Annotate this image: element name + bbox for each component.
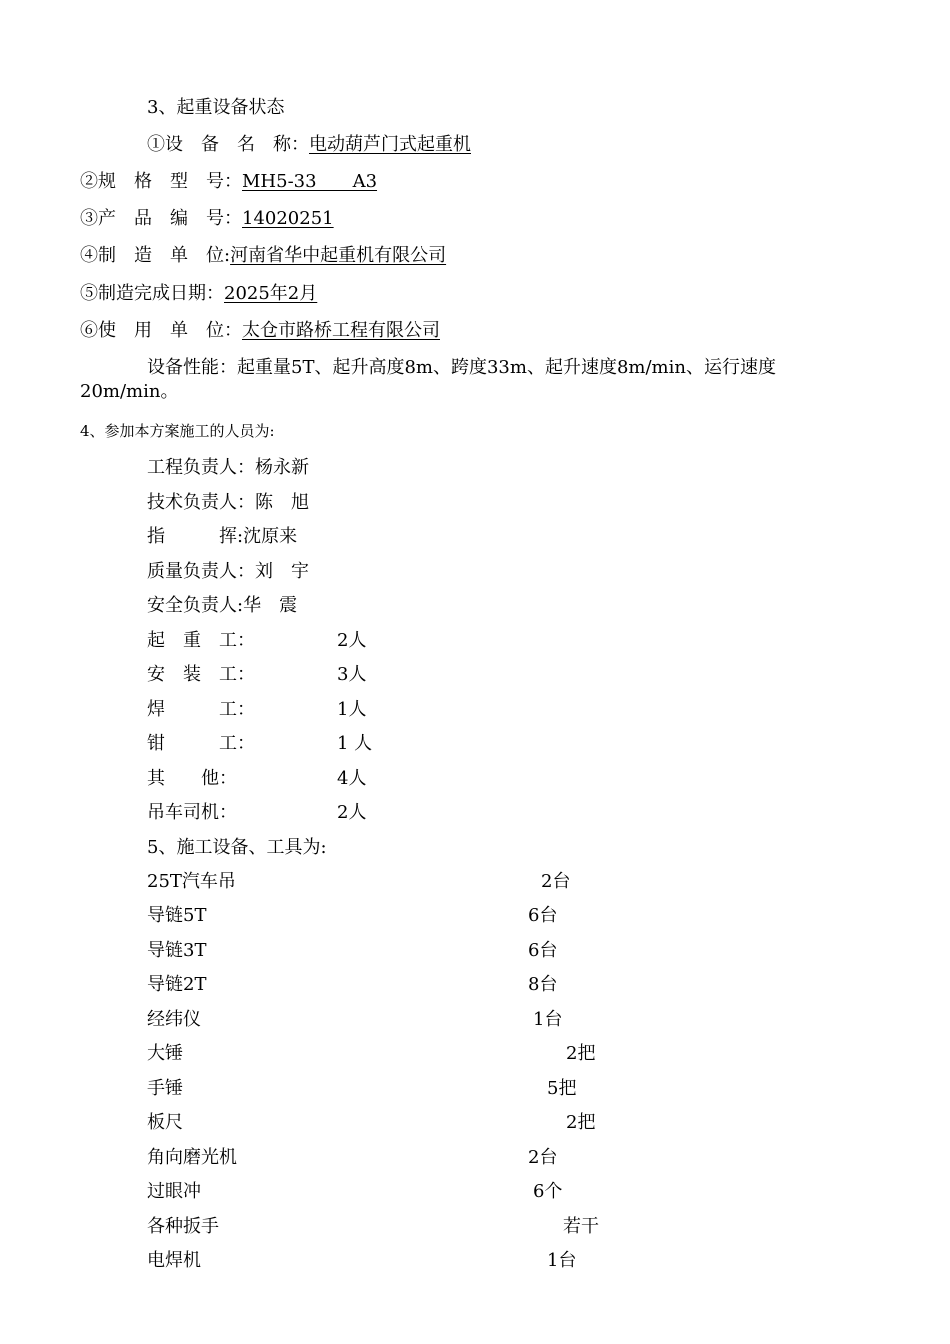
worker-row [147, 664, 255, 686]
model-row [80, 171, 377, 193]
section3-heading: 3、起重设备状态 [147, 97, 285, 118]
tool-name: 导链2T [147, 974, 207, 995]
tool-name: 导链5T [147, 905, 207, 926]
worker-count: 1人 [337, 699, 367, 720]
tool-name: 导链3T [147, 940, 207, 961]
leader-name: 陈 旭 [255, 492, 309, 513]
tool-name: 25T汽车吊 [147, 871, 236, 892]
user-unit-label: ⑥使 用 单 位： [80, 320, 242, 341]
tool-name: 过眼冲 [147, 1181, 201, 1202]
leader-role: 指 挥: [147, 526, 244, 547]
worker-count: 1 人 [337, 733, 373, 754]
manufacturer-row [80, 245, 446, 267]
leader-row [147, 526, 297, 548]
manufacture-date-value: 2025年2月 [224, 283, 318, 304]
tool-qty: 2把 [566, 1043, 596, 1064]
manufacturer-label: ④制 造 单 位: [80, 245, 231, 266]
worker-role: 钳 工： [147, 733, 255, 754]
leader-name: 沈原来 [243, 526, 298, 547]
worker-role: 焊 工： [147, 699, 255, 720]
tool-qty: 8台 [528, 974, 558, 995]
tool-name: 板尺 [147, 1112, 183, 1133]
equipment-name-value: 电动葫芦门式起重机 [309, 134, 471, 155]
leader-row [147, 595, 297, 617]
worker-row [147, 630, 255, 652]
leader-name: 华 震 [243, 595, 298, 616]
leader-role: 技术负责人： [147, 492, 255, 513]
performance-line1: 设备性能：起重量5T、起升高度8m、跨度33m、起升速度8m/min、运行速度 [147, 357, 776, 378]
manufacturer-value: 河南省华中起重机有限公司 [230, 245, 447, 266]
section4-heading: 4、参加本方案施工的人员为: [80, 422, 275, 440]
worker-role: 起 重 工： [147, 630, 255, 651]
tool-name: 电焊机 [147, 1250, 201, 1271]
tool-name: 各种扳手 [147, 1216, 219, 1237]
worker-row [147, 733, 255, 755]
section5-heading: 5、施工设备、工具为: [147, 837, 327, 858]
worker-count: 3人 [337, 664, 367, 685]
tool-qty: 5把 [547, 1078, 577, 1099]
tool-qty: 若干 [563, 1216, 599, 1237]
worker-role: 其 他： [147, 768, 237, 789]
leader-row [147, 561, 309, 583]
model-label: ②规 格 型 号： [80, 171, 242, 192]
worker-row [147, 768, 237, 790]
worker-row [147, 699, 255, 721]
tool-qty: 6台 [528, 905, 558, 926]
leader-role: 质量负责人： [147, 561, 255, 582]
equipment-name-label: ①设 备 名 称： [147, 134, 309, 155]
tool-qty: 2把 [566, 1112, 596, 1133]
leader-role: 工程负责人： [147, 457, 255, 478]
user-unit-value: 太仓市路桥工程有限公司 [242, 320, 440, 341]
tool-qty: 6个 [533, 1181, 563, 1202]
tool-qty: 1台 [547, 1250, 577, 1271]
equipment-name-row [147, 134, 471, 156]
serial-label: ③产 品 编 号： [80, 208, 242, 229]
tool-name: 手锤 [147, 1078, 183, 1099]
tool-qty: 2台 [541, 871, 571, 892]
tool-qty: 6台 [528, 940, 558, 961]
manufacture-date-label: ⑤制造完成日期： [80, 283, 224, 304]
model-value: MH5-33 A3 [242, 171, 378, 192]
leader-name: 杨永新 [255, 457, 309, 478]
tool-qty: 2台 [528, 1147, 558, 1168]
leader-role: 安全负责人: [147, 595, 244, 616]
performance-line2: 20m/min。 [80, 381, 179, 402]
leader-name: 刘 宇 [255, 561, 309, 582]
tool-name: 大锤 [147, 1043, 183, 1064]
worker-role: 安 装 工： [147, 664, 255, 685]
worker-count: 2人 [337, 802, 367, 823]
tool-name: 角向磨光机 [147, 1147, 237, 1168]
leader-row [147, 492, 309, 514]
manufacture-date-row [80, 283, 317, 305]
user-unit-row [80, 320, 440, 342]
worker-count: 4人 [337, 768, 367, 789]
tool-qty: 1台 [533, 1009, 563, 1030]
serial-row [80, 208, 334, 230]
worker-role: 吊车司机： [147, 802, 237, 823]
serial-value: 14020251 [242, 208, 334, 229]
tool-name: 经纬仪 [147, 1009, 201, 1030]
worker-count: 2人 [337, 630, 367, 651]
leader-row [147, 457, 309, 479]
worker-row [147, 802, 237, 824]
